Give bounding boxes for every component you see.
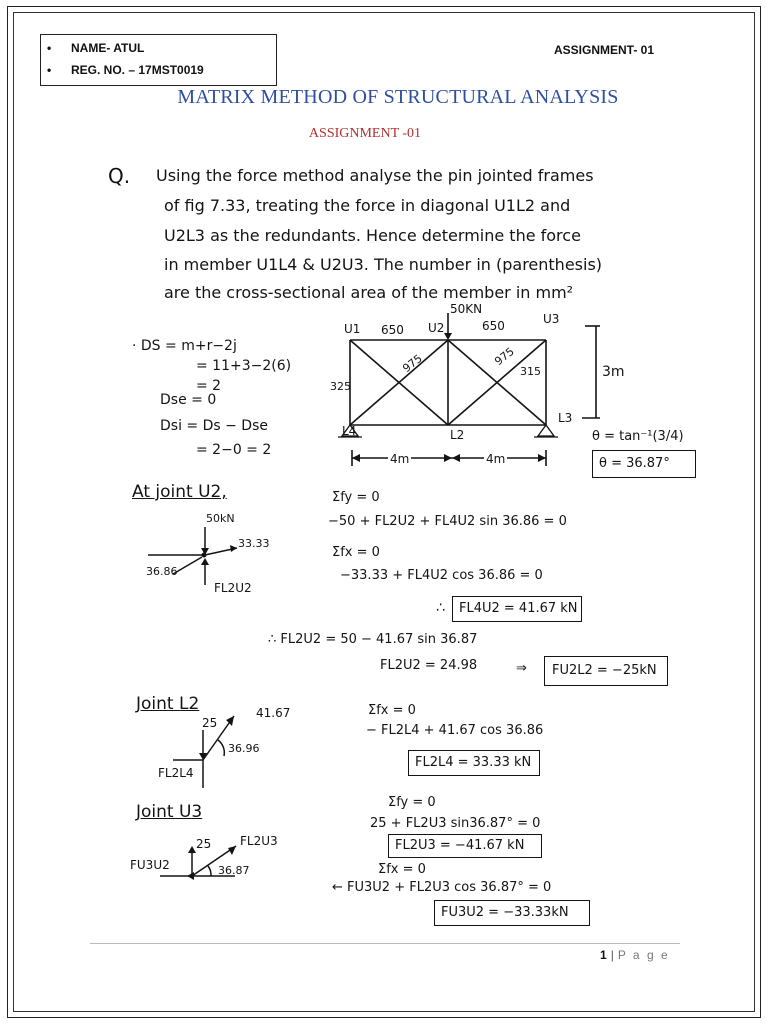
question-line: in member U1L4 & U2U3. The number in (parenthesis) [164,255,603,274]
node-l3: L3 [558,411,573,425]
therefore: ∴ [436,600,445,616]
result-fu2l2: FU2L2 = −25kN [552,663,657,678]
result-fu3u2: FU3U2 = −33.33kN [441,905,569,920]
student-name: • NAME- ATUL [71,41,144,55]
equation: FL2U2 = 24.98 [380,658,478,673]
equation: Σfx = 0 [378,862,426,877]
page-title: MATRIX METHOD OF STRUCTURAL ANALYSIS [177,86,619,108]
ds-equation: · DS = m+r−2j [132,338,237,354]
span-label: 4m [486,452,506,466]
joint-u2-heading: At joint U2, [132,482,227,502]
load-label: 50KN [450,302,483,316]
member-label: 975 [400,351,425,376]
fbd-label: FU3U2 [130,858,170,872]
member-label: 975 [492,344,517,369]
equation: − FL2L4 + 41.67 cos 36.86 [366,723,544,738]
result-box [434,900,590,926]
fbd-label: 25 [202,716,218,730]
equation: Σfy = 0 [332,490,380,505]
ds-result: = 2 [196,378,222,394]
fbd-label: 50kN [206,512,235,525]
page-word: P a g e [617,948,670,962]
question-line: of fig 7.33, treating the force in diagonal U1L2 and [164,196,571,215]
page-number: 1 [600,948,607,962]
fbd-label: FL2U2 [214,581,252,595]
equation: ← FU3U2 + FL2U3 cos 36.87° = 0 [332,880,552,895]
result-fl2u3: FL2U3 = −41.67 kN [395,838,525,853]
joint-u3-heading: Joint U3 [136,802,203,822]
assignment-label: ASSIGNMENT- 01 [554,43,655,57]
member-label: 315 [520,365,541,378]
fbd-label: 36.96 [228,742,260,755]
equation: ∴ FL2U2 = 50 − 41.67 sin 36.87 [268,632,478,647]
question-line: Using the force method analyse the pin jointed frames [156,166,594,185]
node-u1: U1 [344,322,361,336]
result-box [408,750,540,776]
height-label: 3m [602,364,625,380]
result-fl4u2: FL4U2 = 41.67 kN [459,601,578,616]
dsi-result: = 2−0 = 2 [196,442,272,458]
question-line: are the cross-sectional area of the member in mm² [164,283,574,302]
node-l2: L2 [450,428,465,442]
result-box [544,656,668,686]
question-marker: Q. [108,164,131,188]
equation: Σfx = 0 [332,545,380,560]
fbd-label: FL2L4 [158,766,194,780]
equation: Σfy = 0 [388,795,436,810]
fbd-label: 36.87 [218,864,250,877]
equation: −33.33 + FL4U2 cos 36.86 = 0 [340,568,543,583]
theta-equation: θ = tan⁻¹(3/4) [592,429,684,444]
footer-separator: | [610,948,614,962]
member-label: 650 [381,323,404,337]
member-label: 650 [482,319,505,333]
joint-l2-heading: Joint L2 [136,694,200,714]
fbd-label: FL2U3 [240,834,278,848]
node-u2: U2 [428,321,445,335]
member-label: 325 [330,380,351,393]
dsi-equation: Dsi = Ds − Dse [160,418,268,434]
question-line: U2L3 as the redundants. Hence determine the force [164,226,581,245]
equation: 25 + FL2U3 sin36.87° = 0 [370,816,541,831]
theta-result-box [592,450,696,478]
dse-equation: Dse = 0 [160,392,217,408]
result-box [452,596,582,622]
node-u3: U3 [543,312,560,326]
result-fl2l4: FL2L4 = 33.33 kN [415,755,532,770]
fbd-label: 33.33 [238,537,270,550]
fbd-label: 36.86 [146,565,178,578]
node-l4: L4 [342,424,357,438]
page-subtitle: ASSIGNMENT -01 [308,126,422,141]
implies: ⇒ [516,661,527,676]
equation: Σfx = 0 [368,703,416,718]
footer-divider [90,943,680,944]
page-footer [600,948,670,962]
ds-substitution: = 11+3−2(6) [196,358,292,374]
fbd-label: 41.67 [256,706,291,720]
fbd-label: 25 [196,837,212,851]
registration-number: • REG. NO. – 17MST0019 [71,63,204,77]
equation: −50 + FL2U2 + FL4U2 sin 36.86 = 0 [328,514,567,529]
theta-result: θ = 36.87° [599,456,670,471]
result-box [388,834,542,858]
span-label: 4m [390,452,410,466]
